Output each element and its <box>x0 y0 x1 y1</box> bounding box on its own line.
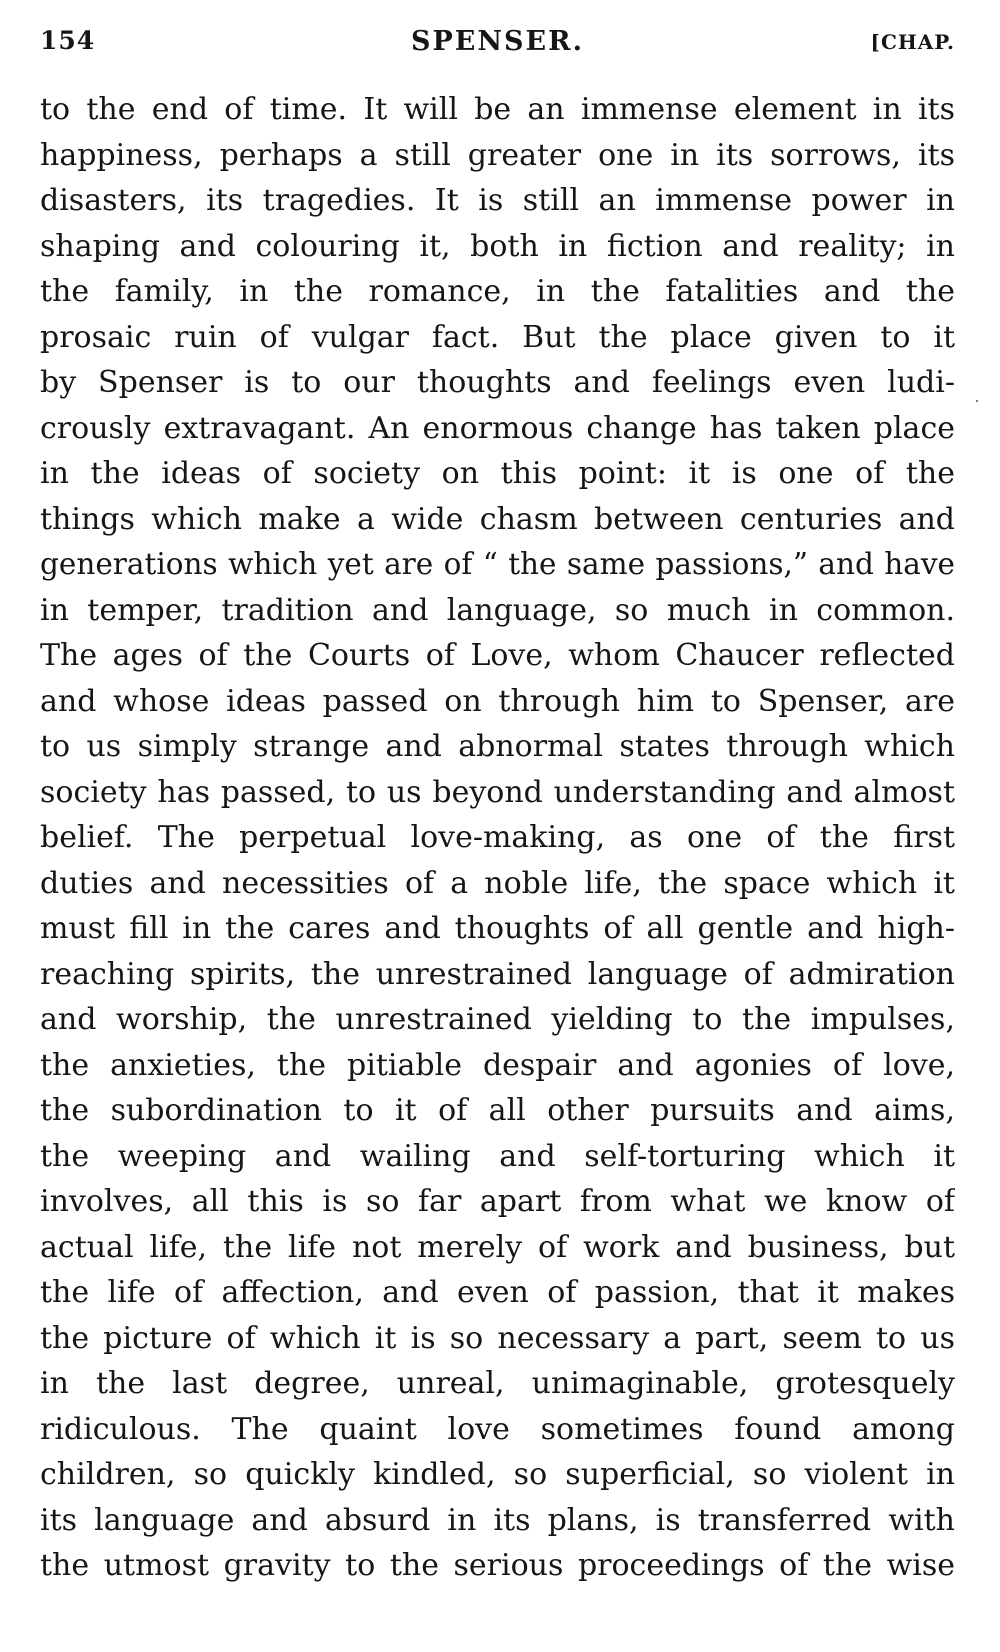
running-head <box>40 26 955 66</box>
text-line: must fill in the cares and thoughts of all gentle and high- <box>40 911 955 946</box>
text-line: children, so quickly kindled, so superficial, so violent in <box>40 1457 955 1492</box>
text-line: ridiculous. The quaint love sometimes found among <box>40 1411 955 1447</box>
text-line: duties and necessities of a noble life, the space which it <box>40 865 955 901</box>
text-line: the life of affection, and even of passion, that it makes <box>40 1275 955 1310</box>
text-line: the utmost gravity to the serious proceedings of the wise <box>40 1548 955 1583</box>
text-line: happiness, perhaps a still greater one in its sorrows, its <box>40 137 955 173</box>
text-line: reaching spirits, the unrestrained language of admiration <box>40 956 955 992</box>
text-line: in temper, tradition and language, so much in common. <box>40 592 955 628</box>
text-line: shaping and colouring it, both in fiction and reality; in <box>40 228 955 264</box>
text-line: The ages of the Courts of Love, whom Chaucer reflected <box>40 638 955 673</box>
chapter-mark: [CHAP. <box>870 30 955 54</box>
text-line: to us simply strange and abnormal states through which <box>40 729 955 764</box>
text-line: society has passed, to us beyond understanding and almost <box>40 774 955 810</box>
text-line: involves, all this is so far apart from what we know of <box>40 1184 955 1219</box>
text-line: by Spenser is to our thoughts and feelings even ludi- <box>40 365 955 400</box>
text-line: disasters, its tragedies. It is still an immense power in <box>40 183 955 218</box>
text-line: in the ideas of society on this point: it is one of the <box>40 456 955 491</box>
text-line: and whose ideas passed on through him to Spenser, are <box>40 683 955 719</box>
text-line: in the last degree, unreal, unimaginable, grotesquely <box>40 1366 955 1401</box>
body-text <box>40 87 955 1589</box>
running-title: SPENSER. <box>411 26 584 57</box>
text-line: belief. The perpetual love-making, as one of the first <box>40 820 955 855</box>
text-line: the weeping and wailing and self-torturing which it <box>40 1138 955 1174</box>
text-line: the anxieties, the pitiable despair and agonies of love, <box>40 1047 955 1083</box>
text-line: things which make a wide chasm between centuries and <box>40 501 955 537</box>
text-line: the family, in the romance, in the fatalities and the <box>40 274 955 309</box>
text-line: crously extravagant. An enormous change has taken place <box>40 410 955 446</box>
text-line: actual life, the life not merely of work and business, but <box>40 1229 955 1265</box>
scan-speck <box>976 400 978 402</box>
text-line: the subordination to it of all other pursuits and aims, <box>40 1093 955 1128</box>
text-line: the picture of which it is so necessary a part, seem to us <box>40 1320 955 1356</box>
page-number: 154 <box>40 26 96 55</box>
text-line: generations which yet are of “ the same passions,” and have <box>40 547 955 581</box>
text-line: and worship, the unrestrained yielding to the impulses, <box>40 1002 955 1037</box>
text-line: prosaic ruin of vulgar fact. But the place given to it <box>40 319 955 355</box>
text-line: its language and absurd in its plans, is transferred with <box>40 1502 955 1538</box>
text-line: to the end of time. It will be an immense element in its <box>40 92 955 127</box>
